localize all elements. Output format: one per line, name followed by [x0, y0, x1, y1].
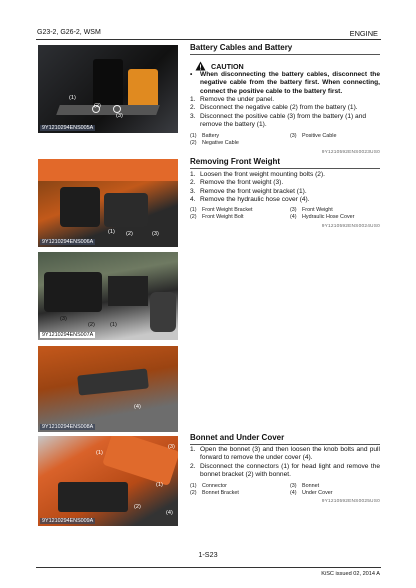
callout: (2): [134, 504, 141, 510]
bonnet-photo: [38, 436, 178, 526]
step: 1. Remove the under panel.: [190, 96, 275, 103]
weight-legend: (1) Front Weight Bracket (3) Front Weight (2) Front Weight Bolt (4) Hydraulic Hose Cover: [190, 207, 355, 220]
header-rule: [36, 39, 381, 40]
front-weight-photo: [38, 159, 178, 247]
callout: (1): [110, 322, 117, 328]
photo-caption: 9Y1210294ENS009A: [42, 518, 94, 524]
battery-legend: (1) Battery (3) Positive Cable (2) Negative Cable: [190, 133, 337, 146]
step: 2. Disconnect the connectors (1) for head light and remove the bonnet bracket (2) with bonnet.: [190, 462, 380, 479]
reference-code: 9Y1210592ENS0025US0: [321, 499, 380, 504]
issue-label: KiSC issued 02, 2014 A: [321, 571, 380, 577]
photo-caption: 9Y1210294ENS006A: [42, 239, 94, 245]
warning-icon: [195, 61, 206, 71]
step: 1. Open the bonnet (3) and then loosen the knob bolts and pull forward to remove the under cover (4).: [190, 446, 380, 462]
battery-photo: [38, 45, 178, 133]
battery-steps: [190, 96, 380, 130]
callout: (3): [152, 231, 159, 237]
callout: (2): [88, 322, 95, 328]
caution-text: • When disconnecting the battery cables, disconnect the negative cable from the battery first. When connecting, connect the positive cable to the battery first.: [190, 71, 380, 95]
bonnet-steps: [190, 446, 380, 480]
doc-header-left: G23-2, G26-2, WSM: [37, 29, 101, 36]
step: 3. Disconnect the positive cable (3) from the battery (1) and remove the battery (1).: [190, 112, 367, 129]
step: 2. Remove the front weight (3).: [190, 179, 284, 187]
front-weight-bracket-photo: [38, 252, 178, 340]
photo-caption: 9Y1210294ENS005A: [42, 125, 94, 131]
section-rule: [190, 444, 380, 445]
step: 1. Loosen the front weight mounting bolts (2).: [190, 171, 325, 178]
step: 3. Remove the front weight bracket (1).: [190, 187, 307, 195]
caution-label: CAUTION: [211, 61, 244, 71]
callout: (2): [94, 103, 101, 109]
callout: (1): [96, 450, 103, 456]
callout: (4): [134, 404, 141, 410]
section-rule: [190, 54, 380, 55]
callout: (2): [126, 231, 133, 237]
weight-steps: [190, 171, 380, 205]
callout: (3): [116, 113, 123, 119]
step: 2. Disconnect the negative cable (2) from the battery (1).: [190, 104, 358, 112]
callout: (1): [69, 95, 76, 101]
section-title: Removing Front Weight: [190, 157, 281, 166]
photo-caption: 9Y1210294ENS007A: [42, 332, 94, 338]
section-name: ENGINE: [349, 29, 378, 38]
section-rule: [190, 168, 380, 169]
callout: (1): [108, 229, 115, 235]
reference-code: 9Y1210592ENS0024US0: [321, 224, 380, 229]
callout: (3): [60, 316, 67, 322]
callout: (4): [166, 510, 173, 516]
footer-rule: [36, 567, 381, 568]
hydraulic-hose-cover-photo: [38, 346, 178, 432]
step: 4. Remove the hydraulic hose cover (4).: [190, 196, 310, 204]
callout: (1): [156, 482, 163, 488]
page-number: 1-S23: [198, 550, 218, 559]
section-title: Bonnet and Under Cover: [190, 433, 285, 442]
callout: (3): [168, 444, 175, 450]
bonnet-legend: (1) Connector (3) Bonnet (2) Bonnet Bracket (4) Under Cover: [190, 483, 333, 496]
reference-code: 9Y1210592ENS0023US0: [321, 150, 380, 155]
photo-caption: 9Y1210294ENS008A: [42, 424, 94, 430]
section-title: Battery Cables and Battery: [190, 43, 293, 52]
caution-heading: [195, 61, 244, 71]
